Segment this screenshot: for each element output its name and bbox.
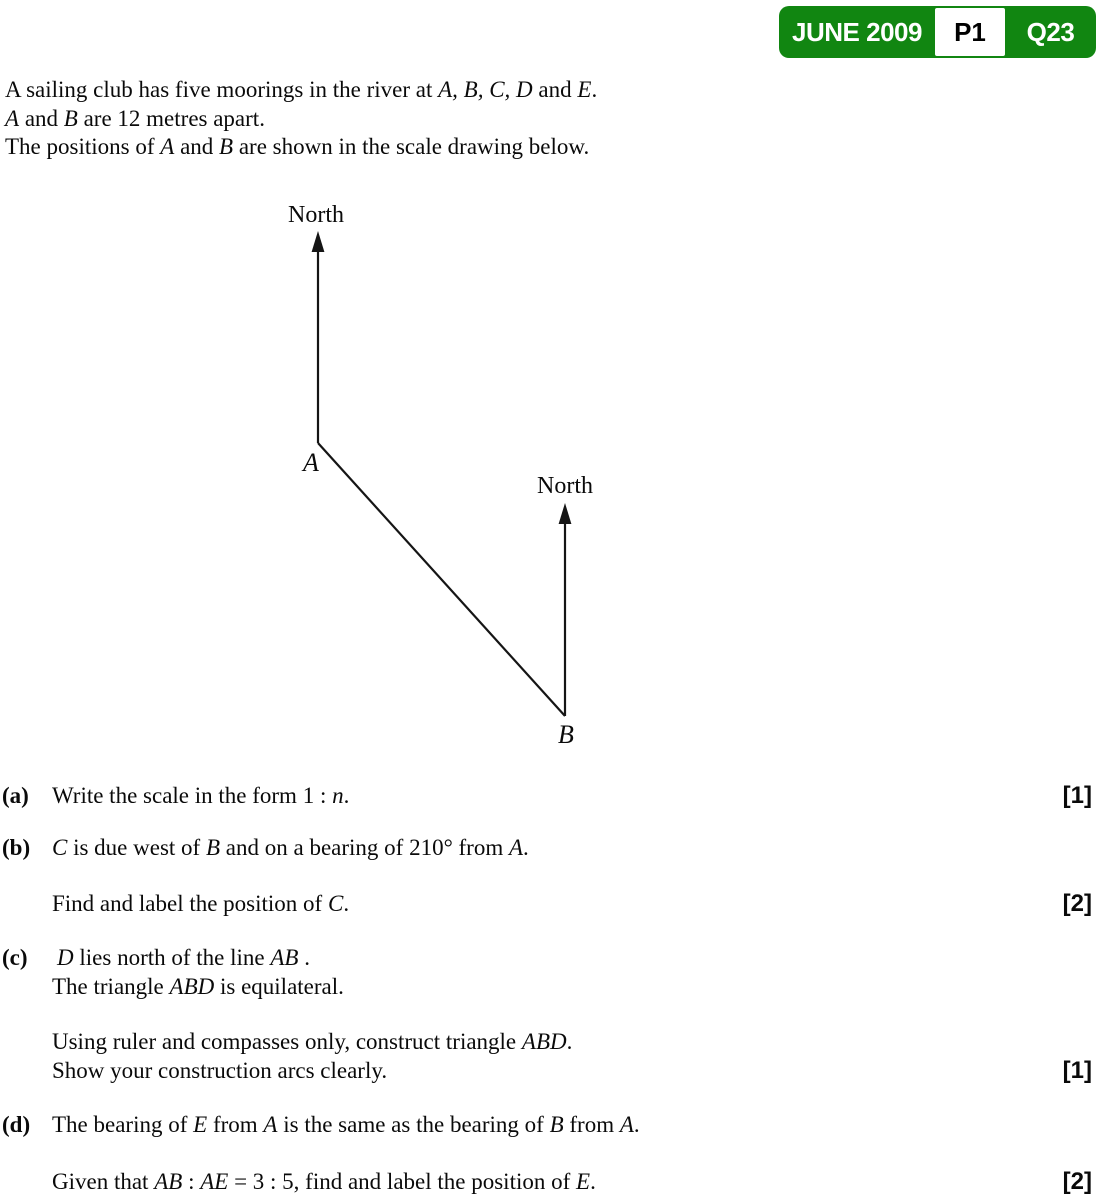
question-a-mark: [1] [1062, 782, 1092, 809]
point-b-label: B [558, 720, 574, 749]
question-b-text-2: Find and label the position of C. [52, 891, 350, 916]
question-d-text-2: Given that AB : AE = 3 : 5, find and label the position of E. [52, 1169, 596, 1194]
intro-line-3: The positions of A and B are shown in the scale drawing below. [5, 134, 590, 160]
north-label-b: North [537, 473, 593, 499]
badge-question-label: Q23 [1026, 16, 1075, 47]
question-d-text-1: The bearing of E from A is the same as the bearing of B from A. [52, 1112, 640, 1137]
question-d-row [2, 1110, 640, 1140]
question-c-text-4: Show your construction arcs clearly. [52, 1058, 388, 1083]
scale-drawing [250, 190, 670, 770]
question-b-row [2, 833, 529, 863]
intro-line-1: A sailing club has five moorings in the river at A, B, C, D and E. [5, 77, 598, 102]
question-c-text-1: D lies north of the line AB . [57, 945, 310, 970]
line-ab [318, 443, 565, 716]
intro-paragraph [5, 76, 597, 162]
question-c-text-3: Using ruler and compasses only, construct triangle ABD. [52, 1029, 573, 1054]
question-b-mark: [2] [1062, 890, 1092, 917]
question-c-row [2, 943, 310, 973]
question-d-mark: [2] [1062, 1168, 1092, 1195]
question-b-text-1: C is due west of B and on a bearing of 210° from A. [52, 835, 529, 860]
question-header-badge [779, 6, 1096, 58]
point-a-label: A [303, 448, 319, 477]
question-c-label: (c) [2, 945, 28, 970]
badge-paper-label: P1 [935, 8, 1005, 56]
question-c-text-2: The triangle ABD is equilateral. [52, 974, 344, 999]
question-b-label: (b) [2, 835, 31, 860]
badge-session-label: JUNE 2009 [792, 16, 922, 47]
question-a-row [2, 781, 349, 811]
question-a-text: Write the scale in the form 1 : n. [52, 783, 350, 808]
question-d-label: (d) [2, 1112, 31, 1137]
question-c-mark: [1] [1062, 1057, 1092, 1084]
north-label-a: North [288, 202, 344, 228]
intro-line-2: A and B are 12 metres apart. [5, 105, 265, 131]
question-a-label: (a) [2, 783, 29, 808]
